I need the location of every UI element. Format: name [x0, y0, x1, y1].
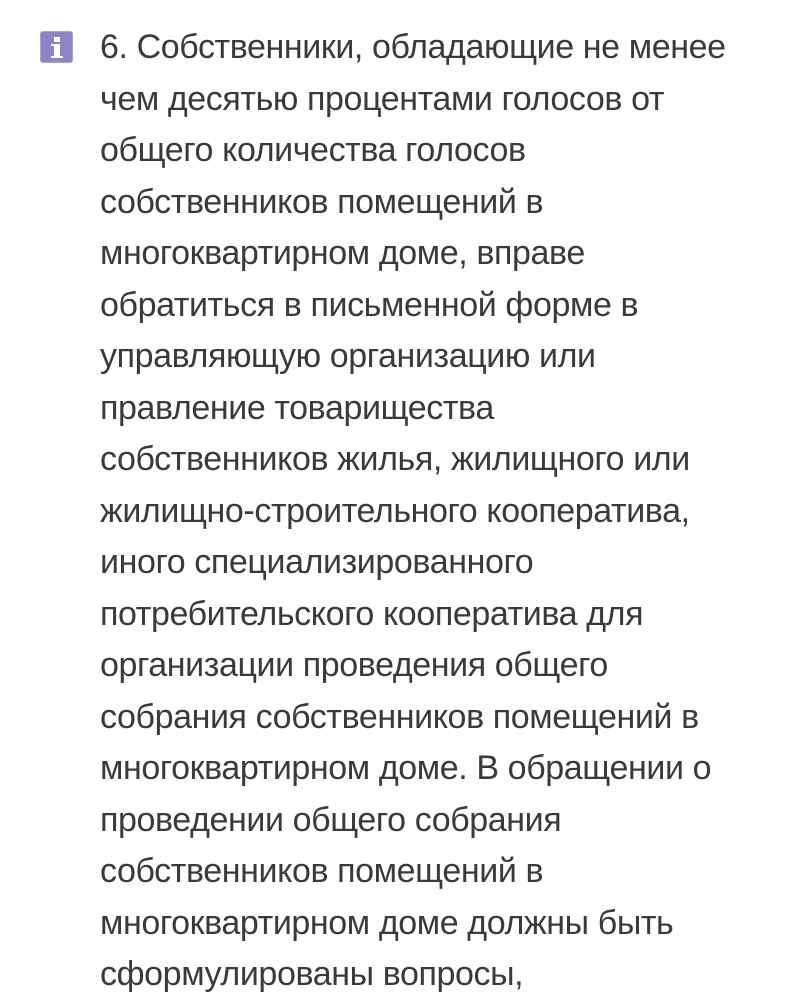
- info-icon-foot: [51, 56, 63, 58]
- paragraph-line: многоквартирном доме, вправе: [100, 234, 585, 272]
- paragraph-line: общего количества голосов: [100, 131, 526, 169]
- info-icon-dot: [54, 37, 60, 42]
- paragraph-line: собрания собственников помещений в: [100, 697, 699, 736]
- paragraph-line: собственников помещений в: [100, 852, 544, 890]
- note-paragraph: [100, 22, 786, 1001]
- paragraph-line: правление товарищества: [100, 388, 494, 427]
- info-icon: [40, 31, 73, 63]
- paragraph-line: 6. Собственники, обладающие не менее: [100, 28, 726, 66]
- paragraph-line: иного специализированного: [100, 543, 534, 581]
- paragraph-line: обратиться в письменной форме в: [100, 285, 639, 324]
- paragraph-line: собственников жилья, жилищного или: [100, 440, 690, 478]
- paragraph-line: сформулированы вопросы,: [100, 955, 524, 993]
- paragraph-line: многоквартирном доме. В обращении о: [100, 749, 712, 787]
- paragraph-line: многоквартирном доме должны быть: [100, 903, 674, 942]
- paragraph-line: организации проведения общего: [100, 646, 608, 684]
- paragraph-line: жилищно-строительного кооператива,: [100, 491, 690, 530]
- paragraph-line: управляющую организацию или: [100, 337, 596, 375]
- paragraph-line: потребительского кооператива для: [100, 594, 644, 633]
- paragraph-line: чем десятью процентами голосов от: [100, 79, 665, 118]
- paragraph-line: проведении общего собрания: [100, 800, 562, 839]
- paragraph-line: собственников помещений в: [100, 182, 544, 221]
